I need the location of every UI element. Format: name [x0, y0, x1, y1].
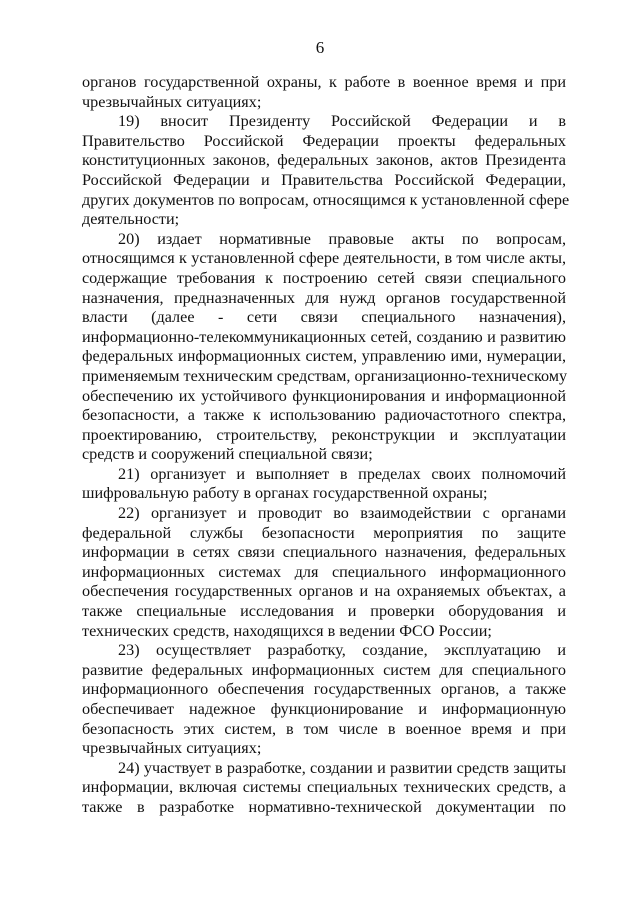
paragraph-line: технических средств, находящихся в ведении ФСО России; [82, 621, 492, 640]
paragraph-line: информации в сетях связи специального назначения, федеральных [82, 543, 566, 562]
paragraph-line: 21) организует и выполняет в пределах своих полномочий [118, 464, 566, 483]
paragraph-line: обеспечению их устойчивого функционирования и информационной [82, 386, 566, 405]
paragraph-line: Российской Федерации и Правительства Российской Федерации, [82, 170, 566, 189]
paragraph-line: содержащие требования к построению сетей связи специального [82, 268, 566, 287]
paragraph-line: средств и сооружений специальной связи; [82, 445, 373, 464]
paragraph-line: 20) издает нормативные правовые акты по вопросам, [118, 229, 566, 248]
paragraph-line: 23) осуществляет разработку, создание, эксплуатацию и [118, 641, 566, 660]
paragraph-line: информации, включая системы специальных технических средств, а [82, 778, 566, 797]
paragraph-line: относящимся к установленной сфере деятельности, в том числе акты, [82, 249, 566, 268]
paragraph-p23 [82, 641, 566, 759]
paragraph-p22 [82, 504, 566, 641]
paragraph-line: информационных системах для специального информационного [82, 562, 566, 581]
page-number: 6 [315, 38, 325, 57]
paragraph-line: развитие федеральных информационных систем для специального [82, 660, 566, 679]
paragraph-line: обеспечивает надежное функционирование и информационную [82, 700, 566, 718]
paragraph-line: информационного обеспечения государственных органов, а также [82, 680, 566, 699]
paragraph-line: шифровальную работу в органах государственной охраны; [82, 484, 488, 503]
paragraph-line: применяемым техническим средствам, организационно-техническому [82, 366, 568, 385]
paragraph-line: 19) вносит Президенту Российской Федерации и в [118, 112, 566, 131]
document-body [82, 73, 570, 818]
paragraph-line: также специальные исследования и проверки оборудования и [82, 602, 566, 621]
paragraph-line: назначения, предназначенных для нужд органов государственной [82, 288, 566, 307]
paragraph-line: информационно-телекоммуникационных сетей, созданию и развитию [82, 327, 566, 346]
paragraph-p24 [82, 759, 566, 818]
paragraph-line: чрезвычайных ситуациях; [82, 92, 262, 111]
paragraph-p21 [82, 465, 566, 504]
paragraph-line: проектированию, строительству, реконструкции и эксплуатации [82, 425, 566, 444]
paragraph-line: органов государственной охраны, к работе в военное время и при [82, 73, 566, 91]
paragraph-line: Правительство Российской Федерации проекты федеральных [82, 131, 566, 150]
paragraph-line: власти (далее - сети связи специального назначения), [82, 308, 566, 327]
paragraph-line: других документов по вопросам, относящимся к установленной сфере [82, 190, 570, 209]
paragraph-line: чрезвычайных ситуациях; [82, 739, 262, 758]
paragraph-line: обеспечения государственных органов и на охраняемых объектах, а [82, 582, 566, 601]
paragraph-line: деятельности; [82, 210, 180, 229]
paragraph-line: безопасность этих систем, в том числе в военное время и при [82, 719, 566, 738]
paragraph-line: 24) участвует в разработке, создании и развитии средств защиты [118, 758, 566, 777]
paragraph-line: безопасности, а также к использованию радиочастотного спектра, [82, 406, 566, 425]
paragraph-line: конституционных законов, федеральных законов, актов Президента [82, 151, 566, 170]
paragraph-line: федеральной службы безопасности мероприятия по защите [82, 523, 566, 542]
paragraph-line: 22) организует и проводит во взаимодействии с органами [118, 504, 566, 523]
paragraph-line: также в разработке нормативно-технической документации по [82, 797, 566, 816]
paragraph-p19 [82, 112, 570, 230]
paragraph-p18-cont [82, 73, 566, 112]
paragraph-line: федеральных информационных систем, управлению ими, нумерации, [82, 347, 566, 366]
paragraph-p20 [82, 230, 566, 465]
